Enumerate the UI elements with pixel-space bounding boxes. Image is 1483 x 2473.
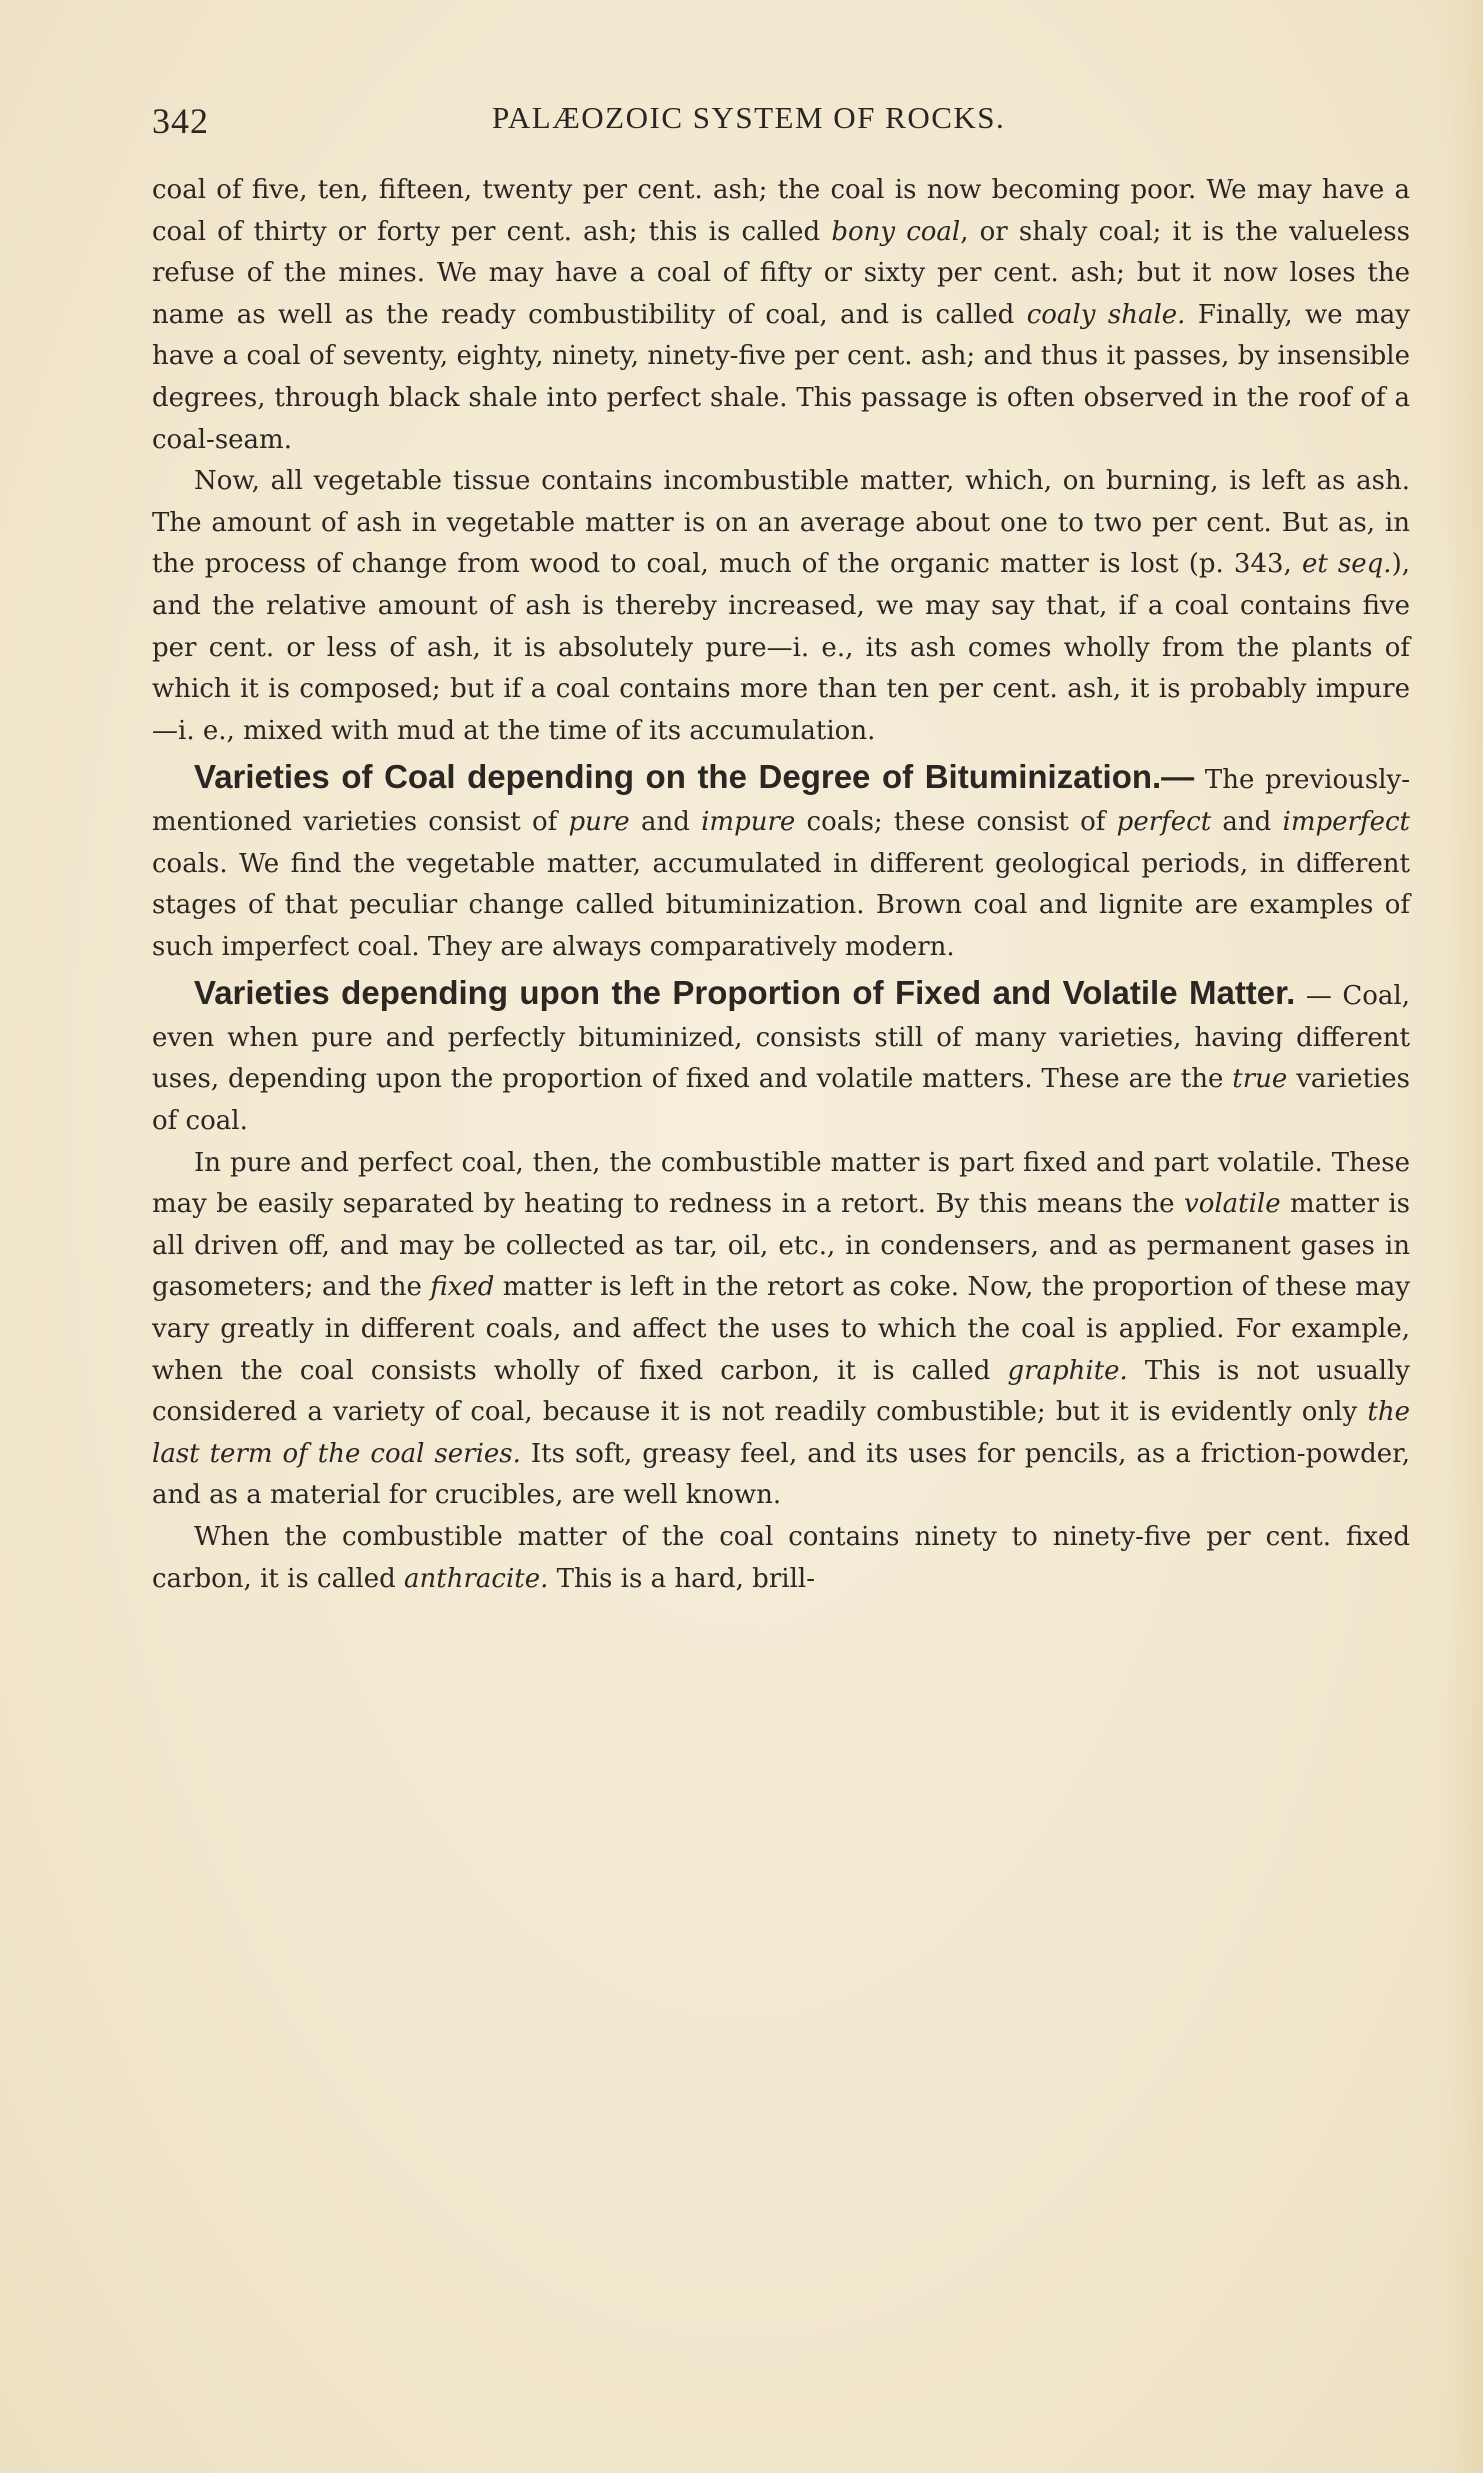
text-run: , or shaly coal; it is the valueless refuse of the mines. We may have a coal of fifty or sixty per cent. ash; but it now loses the name as well as the ready combustibility of coal, and is called bbox=[152, 216, 1410, 330]
text-run: and bbox=[1211, 806, 1283, 837]
text-run: and bbox=[629, 806, 702, 837]
page-edge-shadow bbox=[1443, 0, 1483, 2473]
text-run: matter is all driven off, and may be collected as tar, oil, etc., in condensers, and as permanent gases in gasometers; and the bbox=[152, 1189, 1410, 1303]
running-title: PALÆOZOIC SYSTEM OF ROCKS. bbox=[492, 100, 1006, 135]
text-run: coals. We find the vegetable matter, accumulated in different geological periods, in different stages of that peculiar change called bituminization. Brown coal and lignite are examples of such imperfect coal. They are always comparatively modern. bbox=[152, 848, 1410, 962]
running-head bbox=[152, 88, 1410, 148]
italic-text: anthracite. bbox=[404, 1563, 549, 1594]
italic-text: pure bbox=[568, 806, 630, 837]
text-run: Finally, we may have a coal of seventy, eighty, ninety, ninety-five per cent. ash; and thus it passes, by insensible degrees, through black shale into perfect shale. This passage is often observed in the roof of a coal-seam. bbox=[152, 299, 1410, 455]
text-run: Now, all vegetable tissue contains incombustible matter, which, on burning, is left as ash. The amount of ash in vegetable matter is on an average about one to two per cent. But as, in the process of change from wood to coal, much of the organic matter is lost (p. 343, bbox=[152, 466, 1410, 580]
text-run: In pure and perfect coal, then, the combustible matter is part fixed and part volatile. These may be easily separated by heating to redness in a retort. By this means the bbox=[152, 1147, 1410, 1220]
page-content bbox=[152, 88, 1410, 1600]
italic-text: bony coal bbox=[831, 216, 961, 247]
italic-text: the last term of the coal series. bbox=[152, 1397, 1410, 1469]
italic-text: imperfect bbox=[1282, 806, 1410, 837]
paragraph bbox=[152, 756, 1410, 968]
text-run: When the combustible matter of the coal contains ninety to ninety-five per cent. fixed carbon, it is called bbox=[152, 1522, 1410, 1594]
body-text bbox=[152, 170, 1410, 1600]
paragraph bbox=[152, 1517, 1410, 1600]
paragraph bbox=[152, 972, 1410, 1142]
italic-text: et seq. bbox=[1301, 549, 1392, 580]
italic-text: volatile bbox=[1184, 1189, 1281, 1220]
italic-text: coaly shale. bbox=[1026, 299, 1186, 330]
section-heading: Varieties depending upon the Proportion of Fixed and Volatile Matter. bbox=[194, 974, 1296, 1012]
paragraph bbox=[152, 170, 1410, 461]
paragraph bbox=[152, 1143, 1410, 1517]
text-run: — Coal, even when pure and perfectly bituminized, consists still of many varieties, having different uses, depending upon the proportion of fixed and volatile matters. These are the bbox=[152, 981, 1410, 1095]
text-run: coals; these consist of bbox=[795, 806, 1117, 837]
italic-text: fixed bbox=[430, 1272, 495, 1303]
text-run: varieties of coal. bbox=[152, 1064, 1411, 1137]
text-run: ), and the relative amount of ash is thereby increased, we may say that, if a coal contains five per cent. or less of ash, it is absolutely pure—i. e., its ash comes wholly from the plants of which it is composed; but if a coal contains more than ten per cent. ash, it is probably impure—i. e., mixed with mud at the time of its accumulation. bbox=[152, 549, 1410, 746]
text-run: matter is left in the retort as coke. Now, the proportion of these may vary greatly in different coals, and affect the uses to which the coal is applied. For example, when the coal consists wholly of fixed carbon, it is called bbox=[152, 1272, 1411, 1386]
text-run: This is not usually considered a variety of coal, because it is not readily combustible; but it is evidently only bbox=[152, 1355, 1410, 1428]
paragraph bbox=[152, 461, 1410, 752]
italic-text: graphite. bbox=[1007, 1355, 1128, 1386]
page-number: 342 bbox=[152, 101, 209, 141]
text-run: Its soft, greasy feel, and its uses for pencils, as a friction-powder, and as a material for crucibles, are well known. bbox=[152, 1438, 1410, 1511]
italic-text: true bbox=[1232, 1064, 1288, 1095]
italic-text: impure bbox=[701, 806, 796, 837]
text-run: coal of five, ten, fifteen, twenty per cent. ash; the coal is now becoming poor. We may have a coal of thirty or forty per cent. ash; this is called bbox=[152, 175, 1410, 247]
italic-text: perfect bbox=[1116, 806, 1212, 837]
section-heading: Varieties of Coal depending on the Degree of Bituminization.— bbox=[194, 758, 1195, 796]
text-run: This is a hard, brill- bbox=[548, 1563, 815, 1594]
text-run: The previously-mentioned varieties consist of bbox=[152, 765, 1410, 837]
